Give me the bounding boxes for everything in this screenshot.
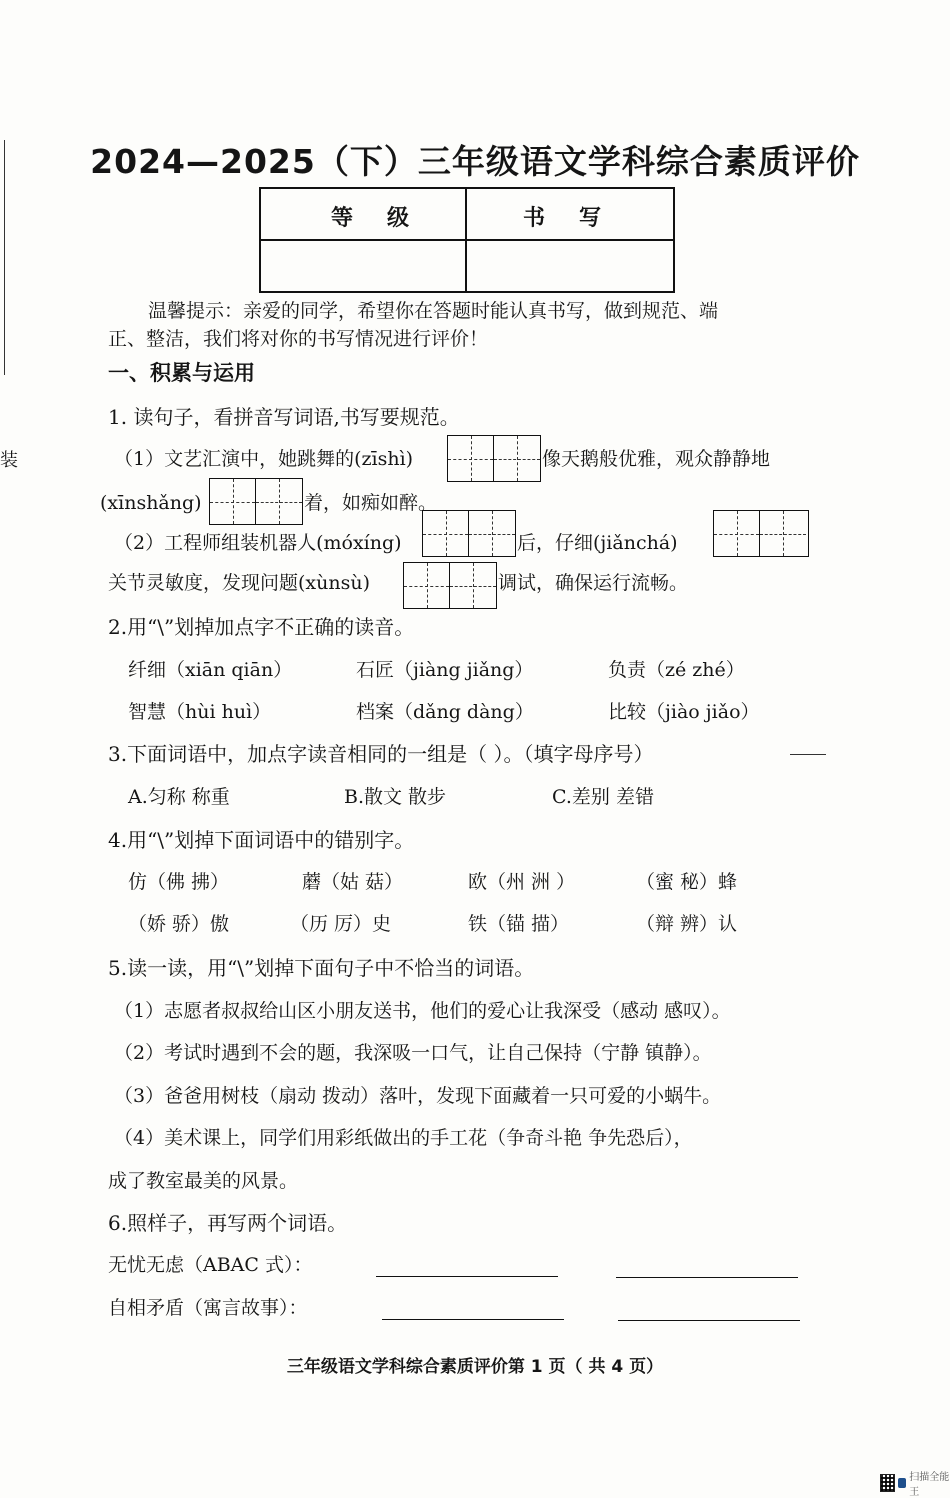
- tip-line-2: 正、整洁，我们将对你的书写情况进行评价！: [108, 328, 489, 350]
- q1-s1-text-a: （1）文艺汇演中，她跳舞的(zīshì): [114, 448, 414, 470]
- q4-item-1: 仿（佛 拂）: [128, 871, 230, 893]
- q2-item-2: 石匠（jiàng jiǎng）: [356, 659, 534, 681]
- q6-heading: 6.照样子，再写两个词语。: [108, 1211, 348, 1235]
- q5-sentence-4b: 成了教室最美的风景。: [108, 1170, 299, 1192]
- tip-line-1: 温馨提示：亲爱的同学，希望你在答题时能认真书写，做到规范、端: [148, 300, 719, 322]
- scanner-logo-icon: [898, 1478, 906, 1488]
- q1-s1-text-c: (xīnshǎng): [100, 492, 202, 514]
- q1-answer-box-xunsu[interactable]: [403, 562, 497, 609]
- writing-header: 书写: [523, 206, 636, 231]
- q5-sentence-4a: （4）美术课上，同学们用彩纸做出的手工花（争奇斗艳 争先恐后），: [114, 1127, 693, 1149]
- q5-sentence-3: （3）爸爸用树枝（扇动 拨动）落叶，发现下面藏着一只可爱的小蜗牛。: [114, 1085, 722, 1107]
- stray-mark: [790, 754, 826, 755]
- q6-answer-line-1a[interactable]: [376, 1276, 558, 1277]
- q1-s2-text-b: 后，仔细(jiǎnchá): [517, 532, 678, 554]
- q3-option-a: A.匀称 称重: [128, 786, 230, 808]
- q4-item-5: （娇 骄）傲: [128, 913, 230, 935]
- grade-cell[interactable]: [261, 241, 463, 291]
- q4-item-6: （历 厉）史: [290, 913, 392, 935]
- grade-table: [259, 187, 675, 293]
- q6-example-2: 自相矛盾（寓言故事）：: [108, 1297, 308, 1319]
- q2-item-5: 档案（dǎng dàng）: [356, 701, 534, 723]
- q6-answer-line-1b[interactable]: [616, 1277, 798, 1278]
- q4-item-7: 铁（锚 描）: [468, 913, 570, 935]
- binding-margin-char: 装: [0, 450, 18, 471]
- q5-heading: 5.读一读，用“\”划掉下面句子中不恰当的词语。: [108, 956, 535, 980]
- q1-heading: 1. 读句子，看拼音写词语,书写要规范。: [108, 405, 460, 429]
- scanner-stamp: [880, 1468, 950, 1498]
- q1-s2-text-c: 关节灵敏度，发现问题(xùnsù): [108, 572, 371, 594]
- q3-option-b: B.散文 散步: [344, 786, 447, 808]
- q2-item-4: 智慧（hùi huì）: [128, 701, 272, 723]
- section-heading-1: 一、积累与运用: [108, 361, 255, 385]
- q5-sentence-2: （2）考试时遇到不会的题，我深吸一口气，让自己保持（宁静 镇静）。: [114, 1042, 712, 1064]
- q6-answer-line-2a[interactable]: [382, 1319, 564, 1320]
- q6-example-1: 无忧无虑（ABAC 式）：: [108, 1254, 313, 1276]
- q1-s2-text-a: （2）工程师组装机器人(móxíng): [114, 532, 402, 554]
- q6-answer-line-2b[interactable]: [618, 1320, 800, 1321]
- q4-item-3: 欧（州 洲 ）: [468, 871, 576, 893]
- q4-item-8: （辩 辨）认: [636, 913, 738, 935]
- q3-option-c: C.差别 差错: [552, 786, 654, 808]
- page-title: 2024—2025（下）三年级语文学科综合素质评价: [90, 142, 860, 181]
- q1-answer-box-jiancha[interactable]: [713, 510, 809, 557]
- q5-sentence-1: （1）志愿者叔叔给山区小朋友送书，他们的爱心让我深受（感动 感叹）。: [114, 1000, 731, 1022]
- scanner-stamp-text: 扫描全能王: [909, 1472, 950, 1498]
- q2-item-1: 纤细（xiān qiān）: [128, 659, 293, 681]
- q2-item-3: 负责（zé zhé）: [608, 659, 745, 681]
- page-footer: 三年级语文学科综合素质评价第 1 页（ 共 4 页）: [286, 1357, 664, 1377]
- qr-code-icon: [880, 1474, 895, 1492]
- q1-answer-box-zishi[interactable]: [447, 435, 541, 482]
- q4-item-4: （蜜 秘）蜂: [636, 871, 738, 893]
- grade-header: 等级: [331, 206, 444, 231]
- q4-item-2: 蘑（姑 菇）: [302, 871, 404, 893]
- q1-answer-box-xinshang[interactable]: [209, 478, 303, 525]
- writing-cell[interactable]: [467, 241, 673, 291]
- q2-item-6: 比较（jiào jiǎo）: [608, 701, 760, 723]
- q1-s2-text-d: 调试，确保运行流畅。: [498, 572, 689, 594]
- q1-answer-box-moxing[interactable]: [422, 510, 516, 557]
- q3-heading: 3.下面词语中，加点字读音相同的一组是（ ）。（填字母序号）: [108, 742, 654, 766]
- q4-heading: 4.用“\”划掉下面词语中的错别字。: [108, 828, 415, 852]
- q2-heading: 2.用“\”划掉加点字不正确的读音。: [108, 615, 415, 639]
- q1-s1-text-d: 着，如痴如醉。: [304, 492, 438, 514]
- q1-s1-text-b: 像天鹅般优雅，观众静静地: [542, 448, 771, 470]
